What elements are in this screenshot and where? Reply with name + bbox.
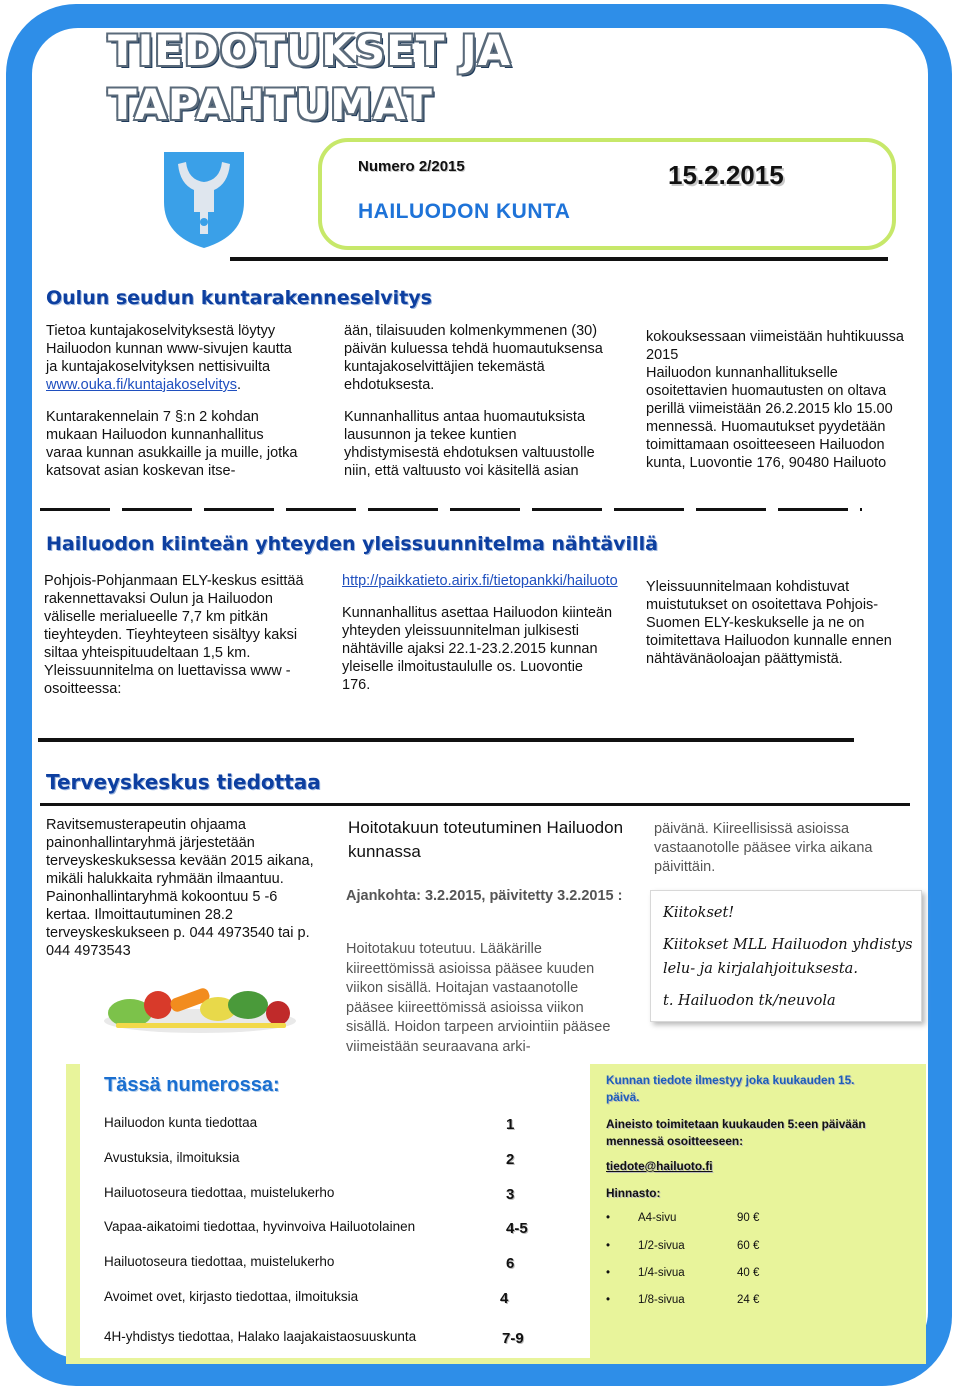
price-value-1: 90 € — [737, 1212, 760, 1224]
section1-col3-paragraph-1: kokouksessaan viimeistään huhtikuussa 2015 — [646, 329, 904, 363]
thanks-text: Kiitokset MLL Hailuodon yhdistys lelu- ja kirjalahjoituksesta. — [663, 937, 913, 977]
section1-col1-paragraph-2: Kuntarakennelain 7 §:n 2 kohdan mukaan Hailuodon kunnanhallitus varaa kunnan asukkaille ja muille, jotka katsovat asian koskevan itse- — [46, 409, 298, 479]
section1-col2-paragraph-1: ään, tilaisuuden kolmenkymmenen (30) päivän kuluessa tehdä huomautuksensa kuntajakoselvittäjien tekemästä ehdotuksesta. — [344, 323, 603, 393]
section-title-fixed-link-plan: Hailuodon kiinteän yhteyden yleissuunnitelma nähtävillä — [46, 533, 658, 555]
care-guarantee-text-continued: päivänä. Kiireellisissä asioissa vastaanotolle pääsee virka aikana päivittäin. — [654, 821, 873, 875]
price-bullet-1: • — [606, 1212, 611, 1224]
section1-rule — [40, 508, 862, 511]
issue-number: Numero 2/2015 — [358, 158, 465, 175]
care-guarantee-title: Hoitotakuun toteutuminen Hailuodon kunnassa — [348, 818, 624, 861]
section-title-municipal-structure: Oulun seudun kuntarakenneselvitys — [46, 287, 432, 309]
price-value-2: 60 € — [737, 1240, 760, 1252]
title-line-1: TIEDOTUKSET JA — [108, 26, 512, 75]
toc-page-2: 2 — [506, 1151, 515, 1168]
issue-date: 15.2.2015 — [668, 160, 784, 190]
toc-item-7: 4H-yhdistys tiedottaa, Halako laajakaistaosuuskunta — [104, 1329, 417, 1344]
toc-item-4: Vapaa-aikatoimi tiedottaa, hyvinvoiva Hailuotolainen — [104, 1219, 416, 1234]
section2-col2-paragraph: Kunnanhallitus asettaa Hailuodon kiinteän yhteyden yleissuunnitelman julkisesti nähtäville ajaksi 22.1-23.2.2015 kunnan yleiselle ilmoitustaululle os. Luovontie 176. — [342, 605, 613, 693]
toc-page-4: 4-5 — [506, 1220, 528, 1237]
price-list-label: Hinnasto: — [606, 1186, 661, 1200]
toc-page-7: 7-9 — [502, 1330, 524, 1347]
header-rule — [230, 257, 888, 261]
price-value-3: 40 € — [737, 1267, 760, 1279]
municipality-name: HAILUODON KUNTA — [358, 200, 571, 223]
toc-page-5: 6 — [506, 1255, 515, 1272]
section2-column-1: Pohjois-Pohjanmaan ELY-keskus esittää rakennettavaksi Oulun ja Hailuodon väliselle merialueelle 7,7 km pitkän tieyhteyden. Tieyhteyteen sisältyy kaksi siltaa yhteispituudeltaan 1,5 km. Yleissuunnitelma on luettavissa www -osoitteessa: — [44, 573, 304, 697]
section1-column-3 — [646, 328, 908, 472]
thanks-signature: t. Hailuodon tk/neuvola — [663, 993, 836, 1009]
thanks-heading: Kiitokset! — [663, 905, 735, 921]
price-size-2: 1/2-sivua — [638, 1240, 685, 1252]
section3-rule — [40, 803, 910, 806]
publication-schedule: Kunnan tiedote ilmestyy joka kuukauden 15. päivä. — [606, 1073, 855, 1104]
section1-col3-paragraph-2: Hailuodon kunnanhallitukselle osoitettavien huomautusten on oltava perillä viimeistään 26.2.2015 klo 15.00 mennessä. Huomautukset pyydetään toimittamaan osoitteeseen Hailuodon kunta, Luovontie 176, 90480 Hailuoto — [646, 365, 893, 471]
submission-email[interactable]: tiedote@hailuoto.fi — [606, 1159, 713, 1173]
price-bullet-4: • — [606, 1294, 611, 1306]
coat-of-arms-icon — [160, 150, 248, 250]
toc-page-1: 1 — [506, 1116, 515, 1133]
submission-deadline: Aineisto toimitetaan kuukauden 5:een päivään mennessä osoitteeseen: — [606, 1117, 866, 1148]
price-bullet-3: • — [606, 1267, 611, 1279]
care-guarantee-date: Ajankohta: 3.2.2015, päivitetty 3.2.2015 : — [346, 888, 623, 904]
section1-column-2 — [344, 322, 614, 494]
section-title-health-center: Terveyskeskus tiedottaa — [46, 770, 321, 794]
toc-item-5: Hailuotoseura tiedottaa, muistelukerho — [104, 1254, 335, 1269]
health-weight-group-text: Ravitsemusterapeutin ohjaama painonhallintaryhmä järjestetään terveyskeskuksessa kevään 2015 aikana, mikäli halukkaita ryhmään ilmaantuu. Painonhallintaryhmä kokoontuu 5 -6 kertaa. Ilmoittautuminen 28.2 terveyskeskukseen p. 044 4973540 tai p. 044 4973543 — [46, 817, 314, 959]
newsletter-title — [108, 24, 628, 132]
section2-column-3: Yleissuunnitelmaan kohdistuvat muistutukset on osoitettava Pohjois-Suomen ELY-keskukselle ja ne on toimitettava Hailuodon kunnalle ennen nähtävänäoloajan päättymistä. — [646, 579, 892, 667]
toc-item-2: Avustuksia, ilmoituksia — [104, 1150, 240, 1165]
title-line-2: TAPAHTUMAT — [108, 80, 433, 129]
price-value-4: 24 € — [737, 1294, 760, 1306]
toc-item-6: Avoimet ovet, kirjasto tiedottaa, ilmoituksia — [104, 1289, 359, 1304]
price-size-1: A4-sivu — [638, 1212, 677, 1224]
toc-page-3: 3 — [506, 1186, 515, 1203]
toc-page-6: 4 — [500, 1290, 509, 1307]
price-size-4: 1/8-sivua — [638, 1294, 685, 1306]
kuntajakoselvitys-link[interactable]: www.ouka.fi/kuntajakoselvitys — [46, 377, 237, 393]
toc-item-1: Hailuodon kunta tiedottaa — [104, 1115, 258, 1130]
paikkatieto-link[interactable]: http://paikkatieto.airix.fi/tietopankki/hailuoto — [342, 573, 618, 589]
toc-item-3: Hailuotoseura tiedottaa, muistelukerho — [104, 1185, 335, 1200]
toc-heading: Tässä numerossa: — [104, 1074, 280, 1096]
header-box — [318, 138, 896, 250]
price-bullet-2: • — [606, 1240, 611, 1252]
toc-panel — [80, 1064, 590, 1358]
section2-column-2 — [342, 572, 618, 708]
section1-col1-paragraph-1: Tietoa kuntajakoselvityksestä löytyy Hailuodon kunnan www-sivujen kautta ja kuntajakoselvityksen nettisivuilta www.ouka.fi/kuntajakoselvitys. — [46, 323, 292, 393]
thanks-note — [650, 890, 922, 1022]
vegetables-image — [100, 975, 300, 1037]
care-guarantee-text: Hoitotakuu toteutuu. Lääkärille kiireettömissä asioissa pääsee kuuden viikon sisällä. Hoitajan vastaanotolle pääsee kiireettömissä asioissa viikon sisällä. Hoidon tarpeen arviointiin pääsee viimeistään seuraavana arki- — [346, 941, 611, 1055]
section1-column-1 — [46, 322, 302, 494]
price-size-3: 1/4-sivua — [638, 1267, 685, 1279]
section1-col2-paragraph-2: Kunnanhallitus antaa huomautuksista lausunnon ja tekee kuntien yhdistymisestä ehdotuksen valtuustolle niin, että valtuusto voi käsitellä asian — [344, 409, 595, 479]
section2-rule — [38, 738, 854, 742]
